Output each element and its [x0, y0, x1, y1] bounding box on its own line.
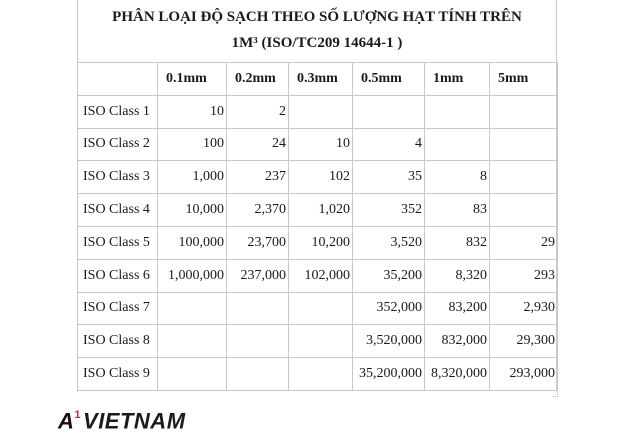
row-label: ISO Class 1	[78, 95, 158, 128]
table-cell: 832,000	[425, 325, 490, 358]
table-row	[78, 95, 558, 128]
title-line-2: 1M³ (ISO/TC209 14644-1 )	[231, 35, 403, 51]
row-label: ISO Class 2	[78, 128, 158, 161]
table-cell: 293	[490, 259, 558, 292]
table-row	[78, 358, 558, 391]
table-cell: 29	[490, 226, 558, 259]
logo-text: VIETNAM	[83, 408, 186, 434]
table-cell: 23,700	[227, 226, 289, 259]
table-cell: 1,000	[158, 161, 227, 194]
table-row	[78, 325, 558, 358]
table-cell: 237,000	[227, 259, 289, 292]
table-cell: 102	[289, 161, 353, 194]
table-cell: 1,000,000	[158, 259, 227, 292]
row-label: ISO Class 7	[78, 292, 158, 325]
table-cell	[353, 95, 425, 128]
table-cell	[490, 161, 558, 194]
header-cell	[78, 63, 158, 96]
table-cell: 29,300	[490, 325, 558, 358]
table-row	[78, 128, 558, 161]
table-cell: 2	[227, 95, 289, 128]
table-row	[78, 194, 558, 227]
table-cell	[227, 325, 289, 358]
table-title	[77, 0, 557, 62]
table-cell	[425, 128, 490, 161]
table-row	[78, 259, 558, 292]
table-cell: 10	[289, 128, 353, 161]
company-logo	[58, 405, 186, 433]
table-row	[78, 226, 558, 259]
row-label: ISO Class 4	[78, 194, 158, 227]
table-cell: 293,000	[490, 358, 558, 391]
table-cell: 102,000	[289, 259, 353, 292]
table-cell: 1,020	[289, 194, 353, 227]
table-cell: 352	[353, 194, 425, 227]
header-cell: 0.1mm	[158, 63, 227, 96]
table-cell: 352,000	[353, 292, 425, 325]
table-cell: 3,520,000	[353, 325, 425, 358]
table-cell: 10,000	[158, 194, 227, 227]
table-cell	[158, 292, 227, 325]
corner-mark	[553, 392, 558, 397]
table-cell: 8,320,000	[425, 358, 490, 391]
table-cell: 83,200	[425, 292, 490, 325]
table-cell: 2,930	[490, 292, 558, 325]
table-cell	[227, 358, 289, 391]
table-cell: 83	[425, 194, 490, 227]
table-cell	[289, 325, 353, 358]
row-label: ISO Class 3	[78, 161, 158, 194]
cleanliness-table	[77, 62, 558, 391]
table-cell: 24	[227, 128, 289, 161]
table-cell	[158, 358, 227, 391]
table-cell: 35,200,000	[353, 358, 425, 391]
logo-letter: A	[58, 408, 75, 434]
table-cell: 100,000	[158, 226, 227, 259]
logo-superscript: 1	[74, 409, 82, 421]
table-cell: 4	[353, 128, 425, 161]
table-cell	[289, 358, 353, 391]
table-cell	[227, 292, 289, 325]
title-line-1: PHÂN LOẠI ĐỘ SẠCH THEO SỐ LƯỢNG HẠT TÍNH TRÊN	[112, 9, 522, 25]
table-cell	[289, 292, 353, 325]
row-label: ISO Class 6	[78, 259, 158, 292]
table-cell	[425, 95, 490, 128]
table-cell: 35,200	[353, 259, 425, 292]
table-cell	[289, 95, 353, 128]
header-row	[78, 63, 558, 96]
header-cell: 1mm	[425, 63, 490, 96]
table-cell	[490, 194, 558, 227]
table-row	[78, 161, 558, 194]
table-cell: 2,370	[227, 194, 289, 227]
table-cell: 35	[353, 161, 425, 194]
table-cell: 10	[158, 95, 227, 128]
table-row	[78, 292, 558, 325]
header-cell: 0.3mm	[289, 63, 353, 96]
table-cell: 100	[158, 128, 227, 161]
table-cell	[490, 128, 558, 161]
table-cell: 3,520	[353, 226, 425, 259]
header-cell: 5mm	[490, 63, 558, 96]
table-cell	[158, 325, 227, 358]
table-cell: 237	[227, 161, 289, 194]
row-label: ISO Class 8	[78, 325, 158, 358]
header-cell: 0.5mm	[353, 63, 425, 96]
table-cell: 8,320	[425, 259, 490, 292]
row-label: ISO Class 9	[78, 358, 158, 391]
table-cell: 832	[425, 226, 490, 259]
table-cell	[490, 95, 558, 128]
header-cell: 0.2mm	[227, 63, 289, 96]
table-cell: 8	[425, 161, 490, 194]
table-cell: 10,200	[289, 226, 353, 259]
row-label: ISO Class 5	[78, 226, 158, 259]
